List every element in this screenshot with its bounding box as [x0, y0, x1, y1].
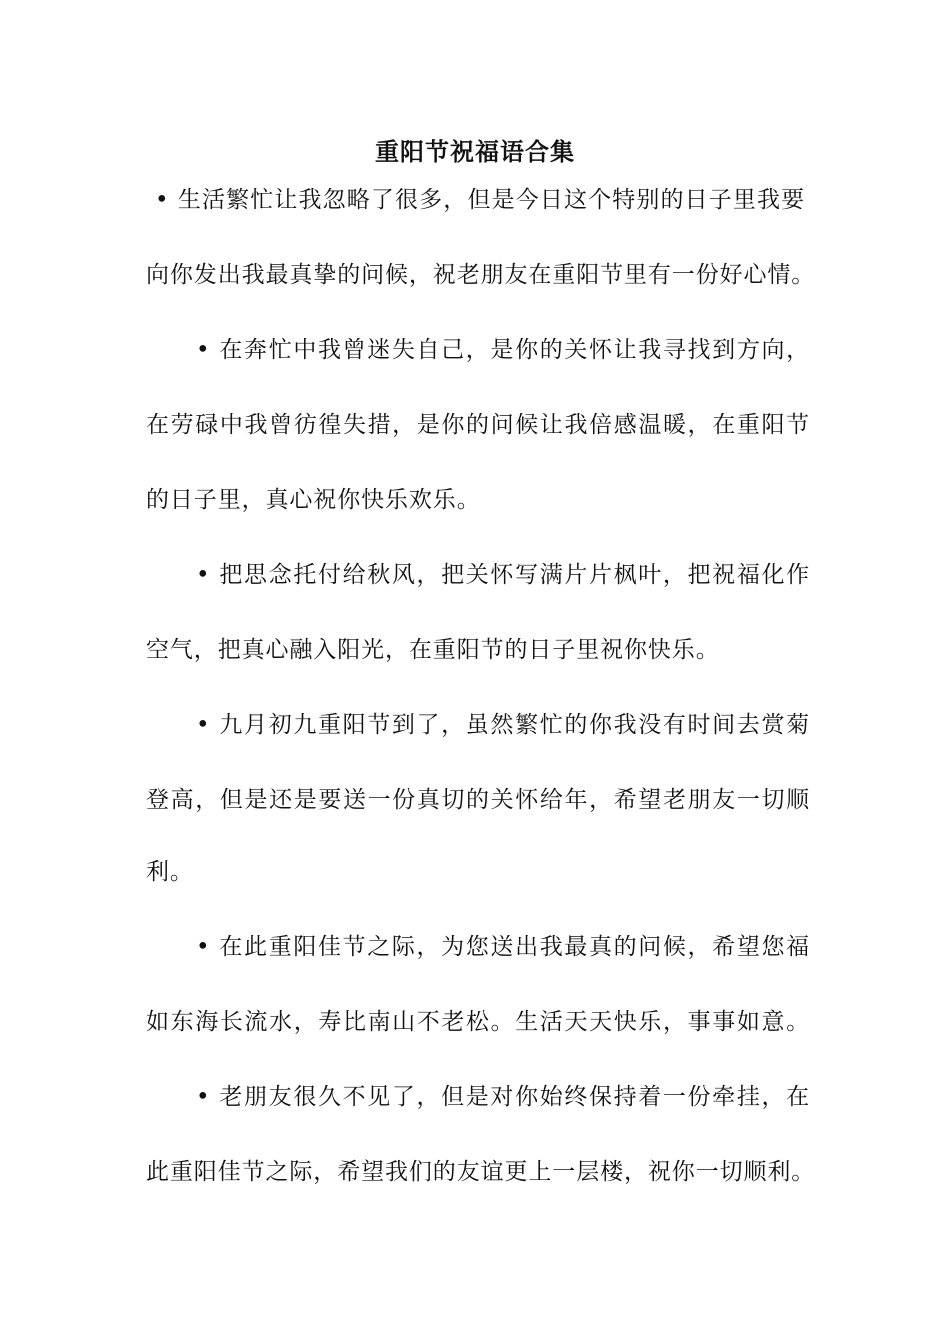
paragraph-2-line-1: • 在奔忙中我曾迷失自己，是你的关怀让我寻找到方向， [196, 337, 810, 363]
paragraph-2-line-3: 的日子里，真心祝你快乐欢乐。 [146, 487, 481, 513]
paragraph-2-line-2: 在劳碌中我曾彷徨失措，是你的问候让我倍感温暖，在重阳节 [146, 412, 810, 438]
paragraph-4-line-1: • 九月初九重阳节到了，虽然繁忙的你我没有时间去赏菊 [196, 712, 810, 738]
page-title: 重阳节祝福语合集 [375, 137, 575, 166]
paragraph-5-line-2: 如东海长流水，寿比南山不老松。生活天天快乐，事事如意。 [146, 1009, 810, 1035]
paragraph-1-line-1: • 生活繁忙让我忽略了很多，但是今日这个特别的日子里我要 [155, 187, 805, 213]
paragraph-6-line-1: • 老朋友很久不见了，但是对你始终保持着一份牵挂，在 [196, 1084, 810, 1110]
paragraph-4-line-3: 利。 [146, 859, 194, 885]
paragraph-3-line-1: • 把思念托付给秋风，把关怀写满片片枫叶，把祝福化作 [196, 562, 810, 588]
paragraph-6-line-2: 此重阳佳节之际，希望我们的友谊更上一层楼，祝你一切顺利。 [146, 1159, 816, 1185]
paragraph-1-line-2: 向你发出我最真挚的问候，祝老朋友在重阳节里有一份好心情。 [146, 262, 816, 288]
paragraph-5-line-1: • 在此重阳佳节之际，为您送出我最真的问候，希望您福 [196, 934, 810, 960]
paragraph-4-line-2: 登高，但是还是要送一份真切的关怀给年，希望老朋友一切顺 [146, 787, 810, 813]
paragraph-3-line-2: 空气，把真心融入阳光，在重阳节的日子里祝你快乐。 [146, 637, 720, 663]
